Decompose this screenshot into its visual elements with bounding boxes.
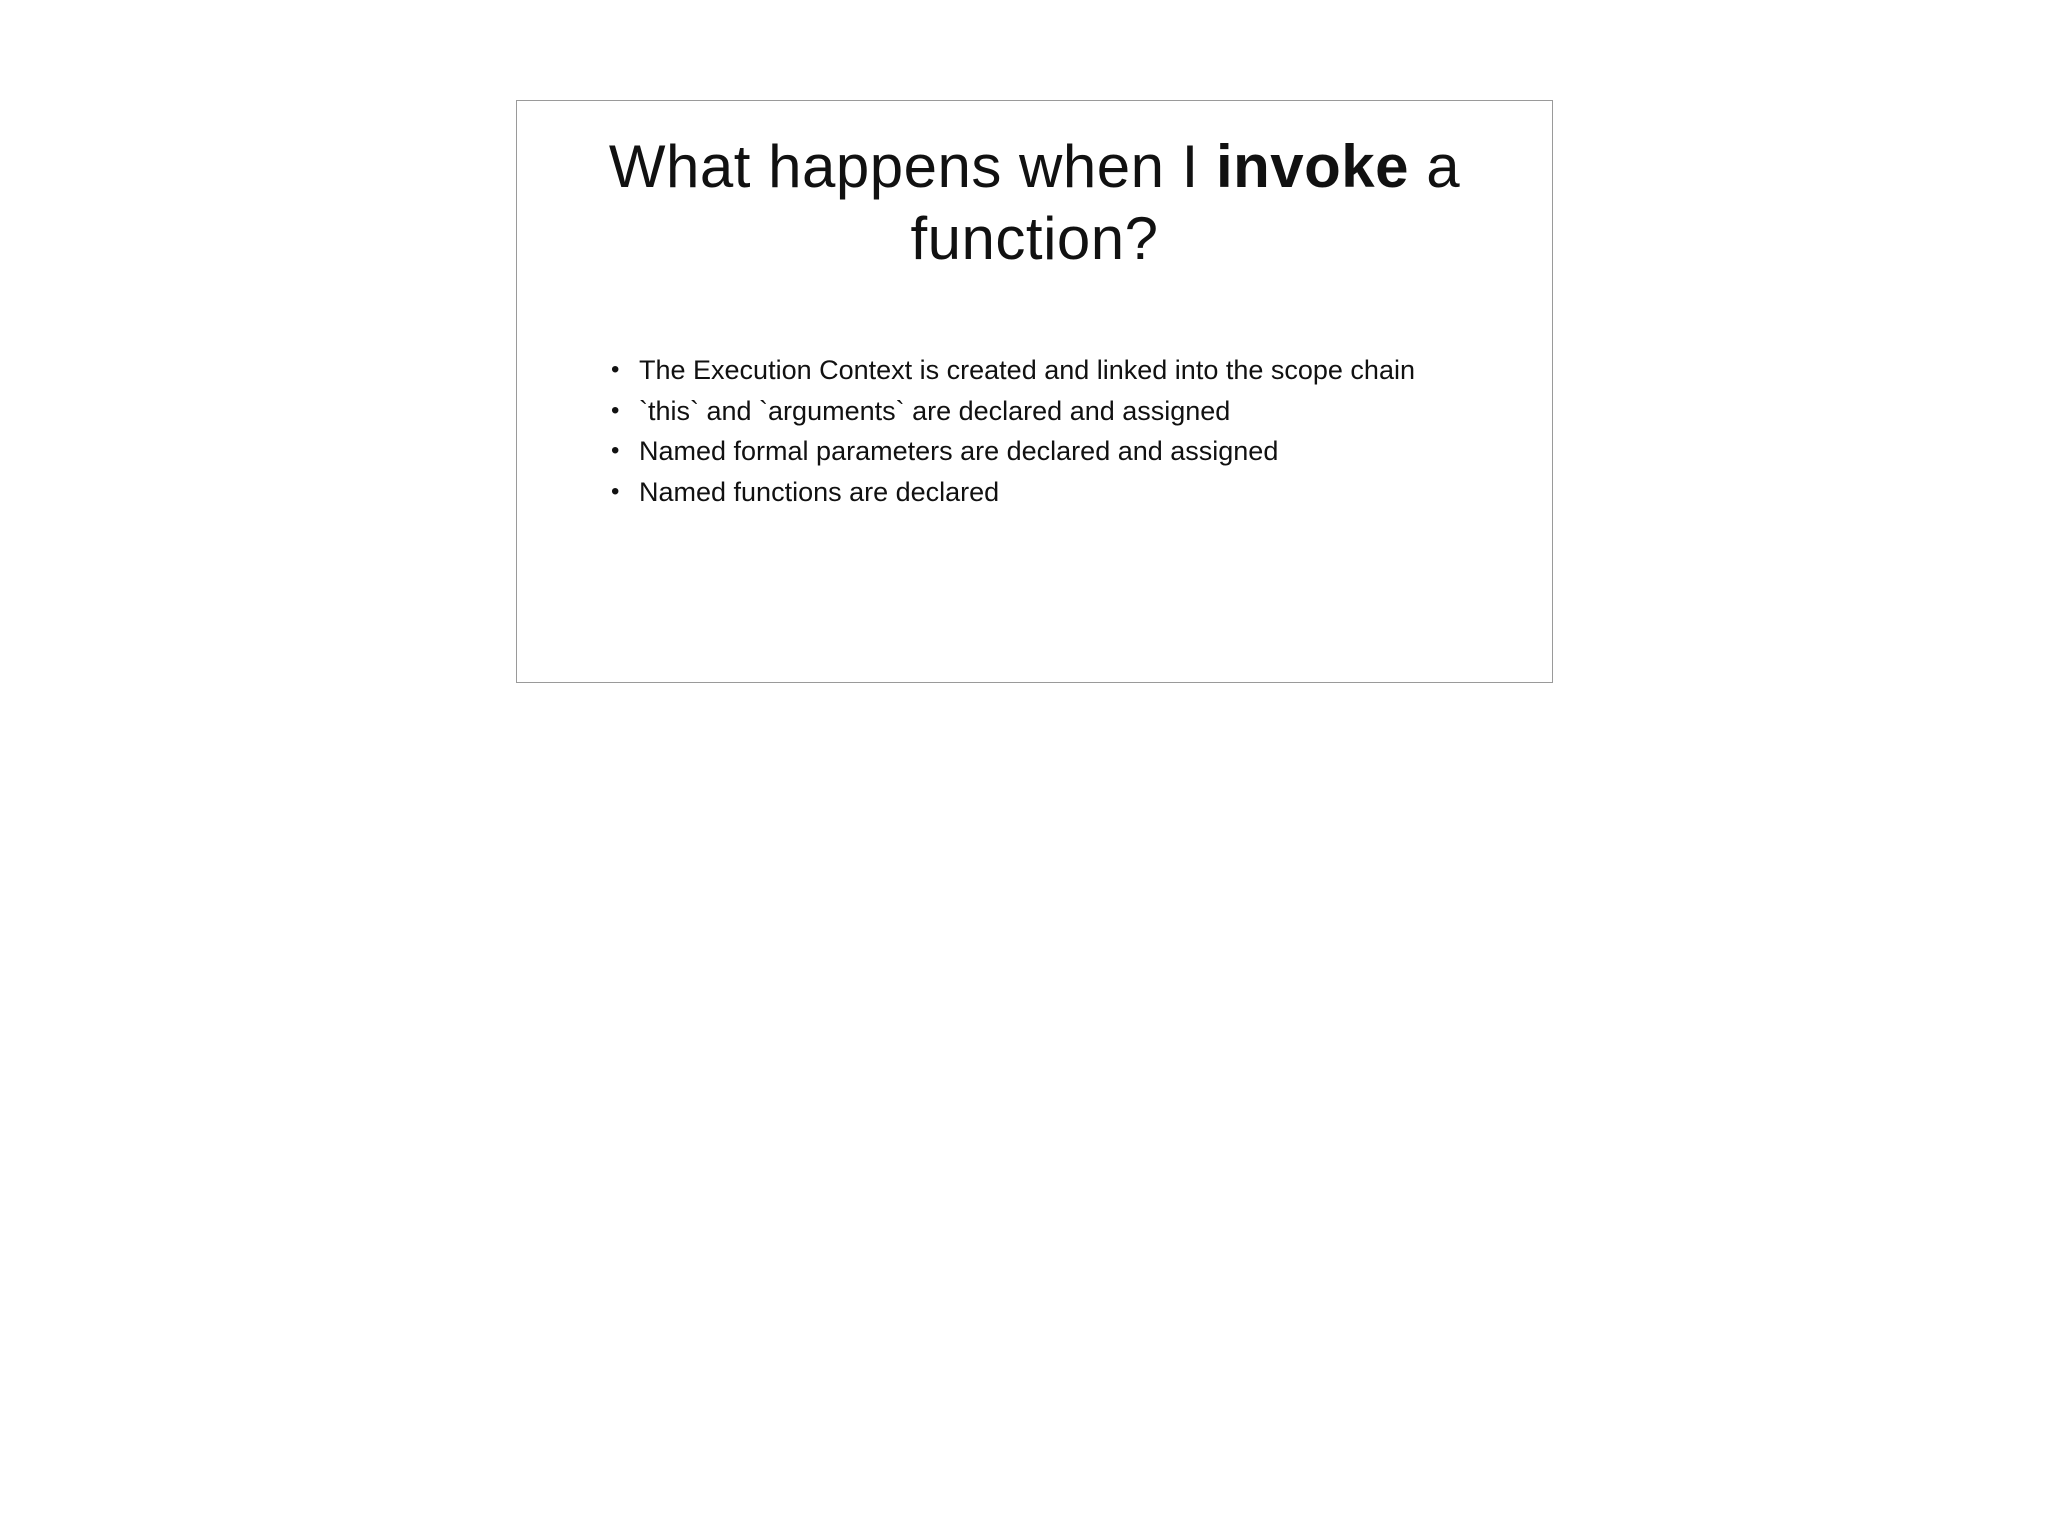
title-text-before: What happens when I (608, 133, 1216, 200)
title-text-emphasis: invoke (1215, 133, 1410, 200)
slide-title (577, 131, 1492, 275)
bullet-item-named-functions (611, 472, 1415, 513)
title-text-after: a function? (910, 133, 1461, 272)
bullet-list (611, 350, 1415, 512)
bullet-dot-icon: • (611, 396, 620, 424)
bullet-dot-icon: • (611, 437, 620, 464)
bullet-text: Named functions are declared (639, 476, 1000, 507)
bullet-text: `this` and `arguments` are declared and assigned (639, 395, 1231, 426)
bullet-dot-icon: • (611, 356, 620, 383)
bullet-item-this-arguments (611, 391, 1415, 432)
bullet-item-execution-context (611, 350, 1415, 391)
slide-frame (516, 100, 1553, 683)
bullet-dot-icon: • (611, 477, 620, 505)
bullet-text: Named formal parameters are declared and assigned (639, 436, 1279, 466)
bullet-item-formal-parameters (611, 431, 1415, 472)
bullet-text: The Execution Context is created and linked into the scope chain (639, 355, 1415, 385)
